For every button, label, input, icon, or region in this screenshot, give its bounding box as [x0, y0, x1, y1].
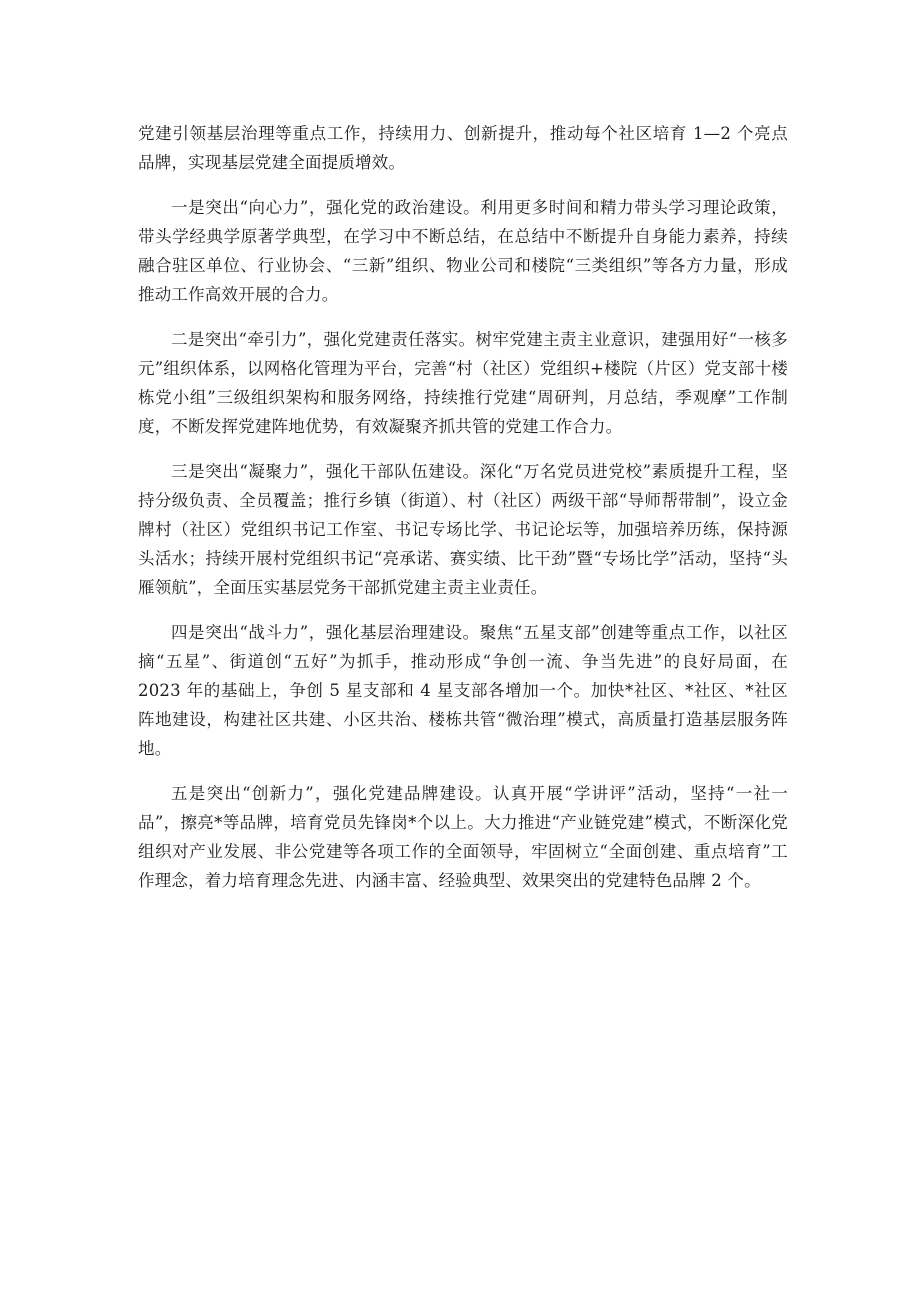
- paragraph-intro-continuation: 党建引领基层治理等重点工作，持续用力、创新提升，推动每个社区培育 1—2 个亮点品牌，实现基层党建全面提质增效。: [138, 124, 788, 172]
- paragraph-cohesion-politics: 一是突出“向心力”，强化党的政治建设。利用更多时间和精力带头学习理论政策，带头学经典学原著学典型，在学习中不断总结，在总结中不断提升自身能力素养，持续融合驻区单位、行业协会、“三新”组织、物业公司和楼院“三类组织”等各方力量，形成推动工作高效开展的合力。: [138, 198, 788, 304]
- document-body: [138, 119, 788, 911]
- paragraph-combat-governance: 四是突出“战斗力”，强化基层治理建设。聚焦“五星支部”创建等重点工作，以社区摘“五星”、街道创“五好”为抓手，推动形成“争创一流、争当先进”的良好局面，在 2023 年的基础上，争创 5 星支部和 4 星支部各增加一个。加快*社区、*社区、*社区阵地建设，构建社区共建、小区共治、楼栋共管“微治理”模式，高质量打造基层服务阵地。: [138, 623, 788, 758]
- paragraph-innovation-brand: 五是突出“创新力”，强化党建品牌建设。认真开展“学讲评”活动，坚持“一社一品”，擦亮*等品牌，培育党员先锋岗*个以上。大力推进“产业链党建”模式，不断深化党组织对产业发展、非公党建等各项工作的全面领导，牢固树立“全面创建、重点培育”工作理念，着力培育理念先进、内涵丰富、经验典型、效果突出的党建特色品牌 2 个。: [138, 784, 788, 890]
- paragraph-cohesion-cadres: 三是突出“凝聚力”，强化干部队伍建设。深化“万名党员进党校”素质提升工程，坚持分级负责、全员覆盖；推行乡镇（街道）、村（社区）两级干部“导师帮带制”，设立金牌村（社区）党组织书记工作室、书记专场比学、书记论坛等，加强培养历练，保持源头活水；持续开展村党组织书记“亮承诺、赛实绩、比干劲”暨“专场比学”活动，坚持“头雁领航”，全面压实基层党务干部抓党建主责主业责任。: [138, 462, 788, 597]
- paragraph-traction-responsibility: 二是突出“牵引力”，强化党建责任落实。树牢党建主责主业意识，建强用好“一核多元”组织体系，以网格化管理为平台，完善“村（社区）党组织+楼院（片区）党支部十楼栋党小组”三级组织架构和服务网络，持续推行党建“周研判，月总结，季观摩”工作制度，不断发挥党建阵地优势，有效凝聚齐抓共管的党建工作合力。: [138, 330, 788, 436]
